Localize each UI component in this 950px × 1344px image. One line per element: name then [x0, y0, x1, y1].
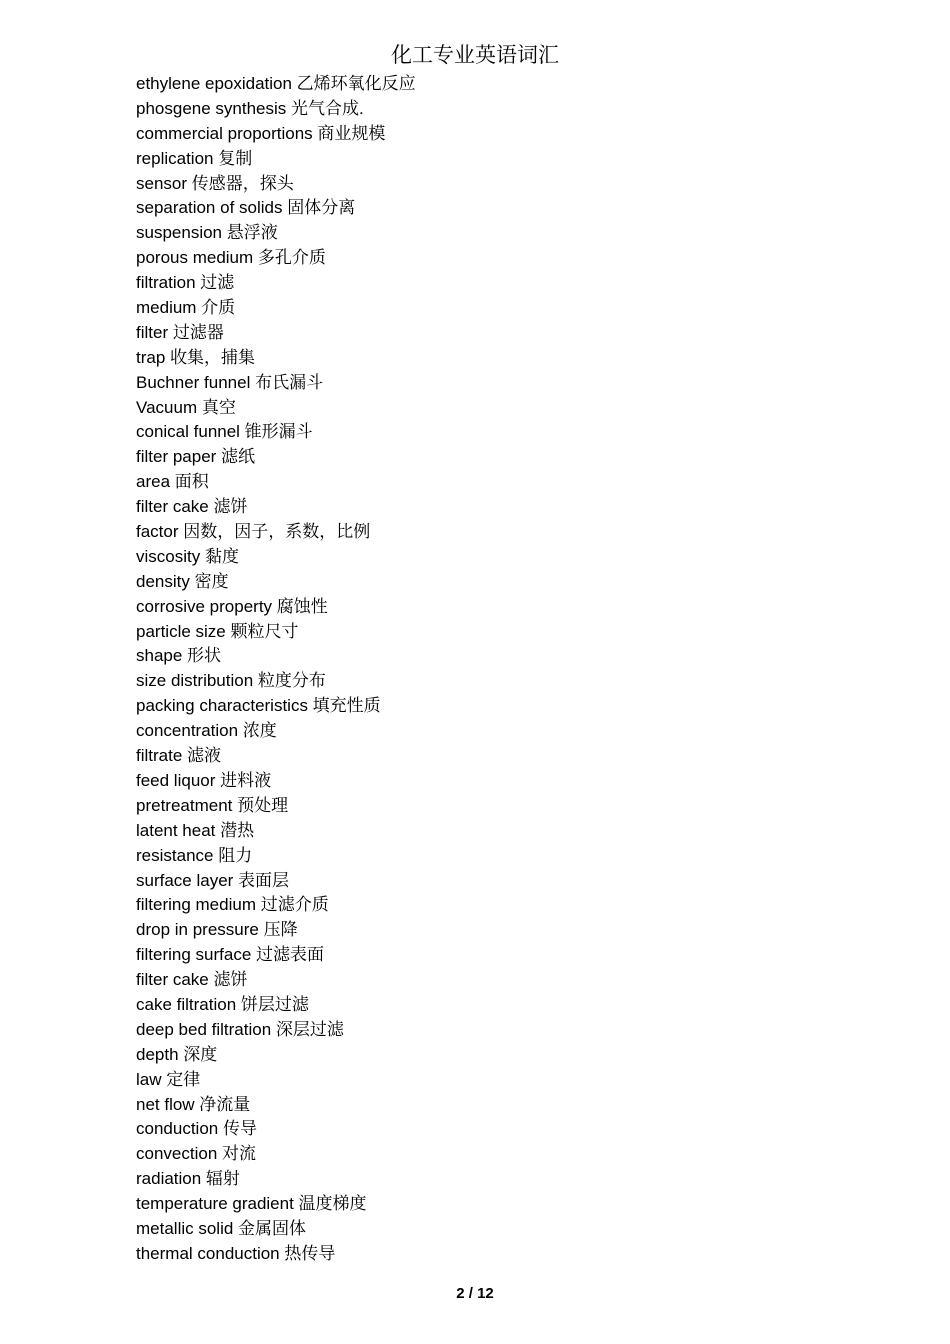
vocabulary-entry: cake filtration 饼层过滤: [136, 994, 309, 1014]
vocabulary-entry: suspension 悬浮液: [136, 223, 278, 243]
vocabulary-entry: concentration 浓度: [136, 721, 277, 741]
vocabulary-entry: deep bed filtration 深层过滤: [136, 1019, 344, 1039]
vocabulary-entry: depth 深度: [136, 1044, 218, 1064]
vocabulary-entry: conduction 传导: [136, 1119, 257, 1139]
vocabulary-entry: density 密度: [136, 571, 229, 591]
vocabulary-entry: replication 复制: [136, 148, 253, 168]
vocabulary-entry: phosgene synthesis 光气合成.: [136, 98, 364, 118]
vocabulary-entry: feed liquor 进料液: [136, 770, 272, 790]
vocabulary-entry: filter paper 滤纸: [136, 447, 256, 467]
vocabulary-entry: Vacuum 真空: [136, 397, 236, 417]
vocabulary-entry: packing characteristics 填充性质: [136, 696, 381, 716]
vocabulary-entry: size distribution 粒度分布: [136, 671, 326, 691]
vocabulary-entry: drop in pressure 压降: [136, 920, 298, 940]
vocabulary-list: [136, 72, 836, 1267]
vocabulary-entry: medium 介质: [136, 298, 236, 318]
vocabulary-entry: particle size 颗粒尺寸: [136, 621, 299, 641]
vocabulary-entry: filtering surface 过滤表面: [136, 945, 324, 965]
page-header-title: 化工专业英语词汇: [391, 43, 559, 67]
vocabulary-entry: thermal conduction 热传导: [136, 1243, 336, 1263]
vocabulary-entry: metallic solid 金属固体: [136, 1218, 307, 1238]
vocabulary-entry: filter 过滤器: [136, 322, 224, 342]
vocabulary-entry: Buchner funnel 布氏漏斗: [136, 372, 324, 392]
vocabulary-entry: filtrate 滤液: [136, 746, 222, 766]
vocabulary-entry: resistance 阻力: [136, 845, 253, 865]
vocabulary-entry: factor 因数，因子，系数，比例: [136, 522, 371, 542]
vocabulary-entry: net flow 净流量: [136, 1094, 251, 1114]
vocabulary-entry: ethylene epoxidation 乙烯环氧化反应: [136, 74, 416, 93]
vocabulary-entry: separation of solids 固体分离: [136, 198, 356, 218]
vocabulary-entry: convection 对流: [136, 1144, 256, 1164]
page-number: 2 / 12: [456, 1285, 494, 1302]
vocabulary-entry: shape 形状: [136, 646, 222, 666]
vocabulary-entry: filter cake 滤饼: [136, 970, 248, 990]
vocabulary-entry: surface layer 表面层: [136, 870, 290, 890]
vocabulary-entry: viscosity 黏度: [136, 546, 239, 566]
vocabulary-entry: pretreatment 预处理: [136, 795, 289, 815]
vocabulary-entry: filtering medium 过滤介质: [136, 895, 329, 915]
vocabulary-entry: latent heat 潜热: [136, 820, 255, 840]
vocabulary-entry: area 面积: [136, 472, 209, 492]
vocabulary-entry: law 定律: [136, 1069, 201, 1089]
vocabulary-entry: temperature gradient 温度梯度: [136, 1194, 367, 1214]
vocabulary-entry: conical funnel 锥形漏斗: [136, 422, 313, 442]
vocabulary-entry: radiation 辐射: [136, 1169, 240, 1189]
vocabulary-entry: commercial proportions 商业规模: [136, 123, 386, 143]
vocabulary-entry: trap 收集，捕集: [136, 347, 256, 367]
vocabulary-entry: corrosive property 腐蚀性: [136, 596, 328, 616]
vocabulary-entry: sensor 传感器，探头: [136, 173, 294, 193]
vocabulary-entry: filtration 过滤: [136, 273, 235, 293]
vocabulary-entry: porous medium 多孔介质: [136, 248, 326, 268]
vocabulary-entry: filter cake 滤饼: [136, 497, 248, 517]
